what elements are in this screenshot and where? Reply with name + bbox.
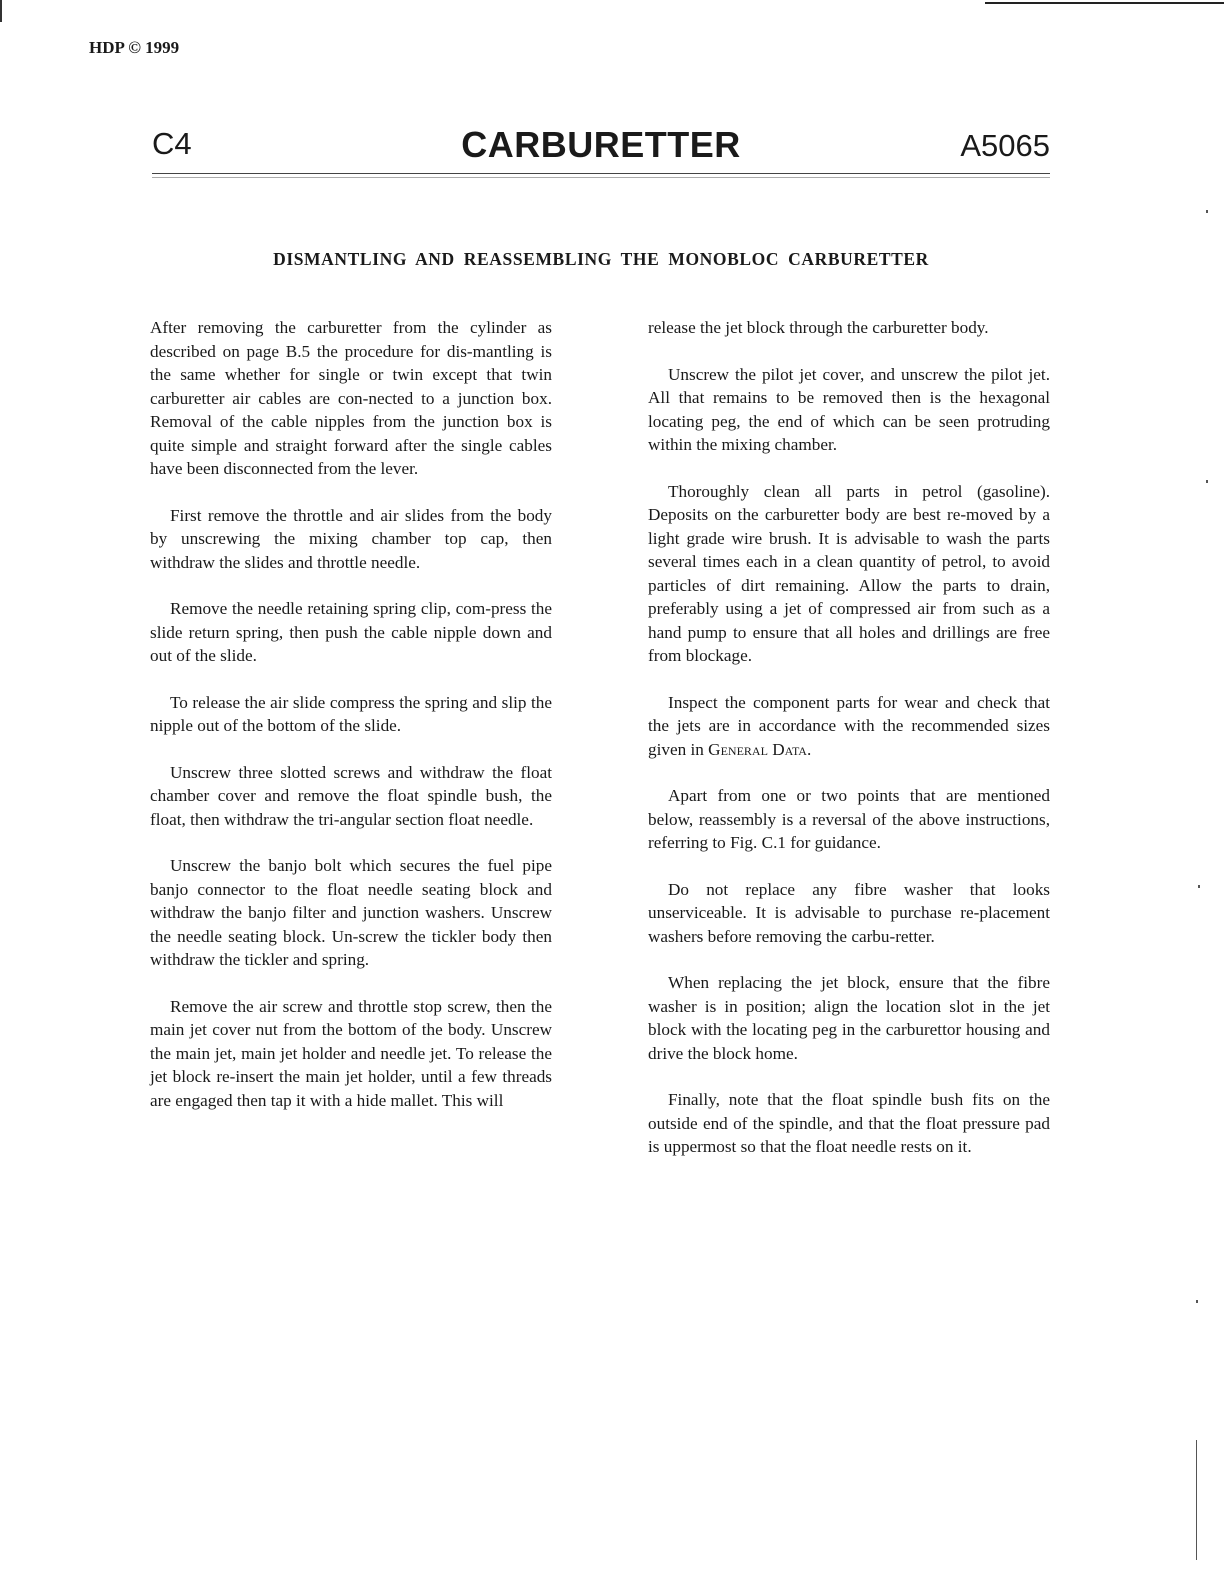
paragraph: Finally, note that the float spindle bush fits on the outside end of the spindle, and that the float pressure pad is uppermost so that the float needle rests on it. <box>648 1090 1050 1156</box>
paragraph: Unscrew the banjo bolt which secures the fuel pipe banjo connector to the float needle seating block and withdraw the banjo filter and junction washers. Unscrew the needle seating block. Un-screw the tickler body then withdraw the tickler and spring. <box>150 856 552 969</box>
paragraph: To release the air slide compress the spring and slip the nipple out of the bottom of the slide. <box>150 692 552 735</box>
page-title: CARBURETTER <box>461 124 741 165</box>
scan-speck <box>1206 210 1208 213</box>
copyright-notice: HDP © 1999 <box>89 38 180 57</box>
paragraph: Remove the needle retaining spring clip, com-press the slide return spring, then push the cable nipple down and out of the slide. <box>150 599 552 665</box>
scan-edge-mark <box>1196 1440 1197 1560</box>
scan-speck <box>1206 480 1208 483</box>
paragraph: Apart from one or two points that are mentioned below, reassembly is a reversal of the above instructions, referring to Fig. C.1 for guidance. <box>648 786 1050 852</box>
scan-left-edge <box>0 0 2 22</box>
paragraph: Unscrew three slotted screws and withdraw the float chamber cover and remove the float spindle bush, the float, then withdraw the tri-angular section float needle. <box>150 762 552 829</box>
scan-speck <box>1198 885 1200 888</box>
paragraph: Unscrew the pilot jet cover, and unscrew the pilot jet. All that remains to be removed then is the hexagonal locating peg, the end of which can be seen protruding within the mixing chamber. <box>648 364 1050 454</box>
paragraph: When replacing the jet block, ensure that the fibre washer is in position; align the location slot in the jet block with the locating peg in the carburettor housing and drive the block home. <box>648 973 1050 1063</box>
part-number: A5065 <box>960 128 1050 163</box>
section-heading: DISMANTLING AND REASSEMBLING THE MONOBLOC CARBURETTER <box>273 249 929 269</box>
inspect-text: Inspect the component parts for wear and check that the jets are in accordance with the recommended sizes given in <box>648 692 1050 759</box>
paragraph: First remove the throttle and air slides from the body by unscrewing the mixing chamber top cap, then withdraw the slides and throttle needle. <box>150 505 552 572</box>
general-data-reference: General Data. <box>708 739 812 759</box>
paragraph: Do not replace any fibre washer that looks unserviceable. It is advisable to purchase re-placement washers before removing the carbu-retter. <box>648 879 1050 946</box>
paragraph: After removing the carburetter from the cylinder as described on page B.5 the procedure for dis-mantling is the same whether for single or twin except that twin carburetter air cables are con-nected to a junction box. Removal of the cable nipples from the junction box is quite simple and straight forward after the single cables have been disconnected from the lever. <box>150 318 552 478</box>
header-rule-shadow <box>152 177 1050 178</box>
paragraph <box>648 691 1050 762</box>
right-column <box>648 316 1050 1182</box>
left-column <box>150 316 552 1135</box>
scan-edge-line <box>985 2 1224 4</box>
page-header <box>152 122 1050 172</box>
header-rule <box>152 173 1050 174</box>
paragraph-continuation: release the jet block through the carburetter body. <box>648 318 989 337</box>
paragraph: Remove the air screw and throttle stop screw, then the main jet cover nut from the bottom of the body. Unscrew the main jet, main jet holder and needle jet. To release the jet block re-insert the main jet holder, until a few threads are engaged then tap it with a hide mallet. This will <box>150 996 552 1110</box>
scan-speck <box>1196 1300 1198 1303</box>
paragraph: Thoroughly clean all parts in petrol (gasoline). Deposits on the carburetter body are best re-moved by a light grade wire brush. It is advisable to wash the parts several times each in a clean quantity of petrol, to avoid particles of dirt remaining. Allow the parts to drain, preferably using a jet of compressed air from such as a hand pump to ensure that all holes and drillings are free from blockage. <box>648 481 1050 665</box>
section-code: C4 <box>152 126 192 161</box>
